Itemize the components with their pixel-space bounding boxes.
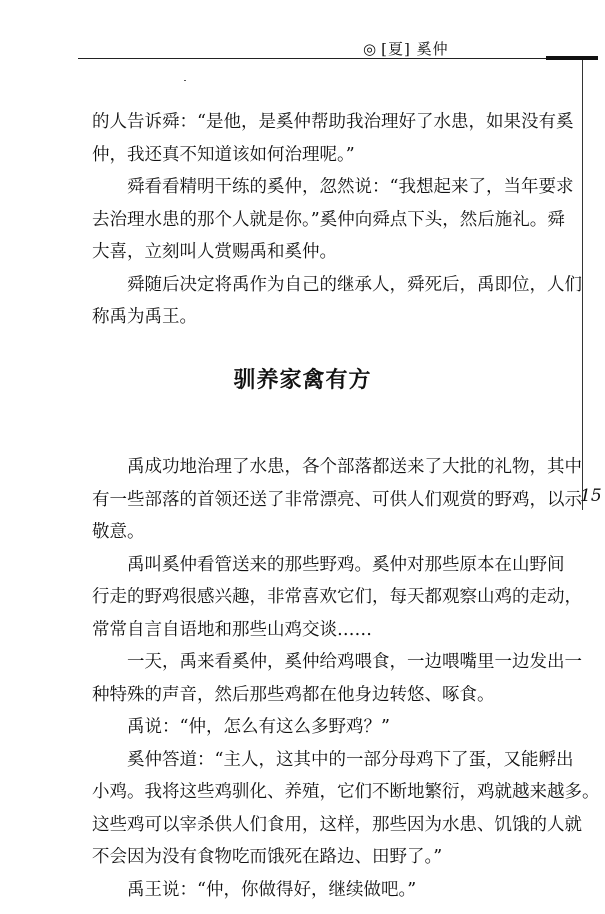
- text-line: 仲，我还真不知道该如何治理呢。”: [92, 144, 355, 165]
- text-line: 禹叫奚仲看管送来的那些野鸡。奚仲对那些原本在山野间: [127, 554, 565, 575]
- circle-icon: ◎: [363, 40, 378, 58]
- text-line: 这些鸡可以宰杀供人们食用，这样，那些因为水患、饥饿的人就: [92, 814, 582, 835]
- text-line: 奚仲答道：“主人，这其中的一部分母鸡下了蛋，又能孵出: [127, 749, 574, 770]
- text-line: 禹成功地治理了水患，各个部落都送来了大批的礼物，其中: [127, 457, 582, 477]
- text-line: 小鸡。我将这些鸡驯化、养殖，它们不断地繁衍，鸡就越来越多。: [92, 782, 600, 802]
- top-text-block: [92, 106, 582, 334]
- text-line: 称禹为禹王。: [92, 307, 197, 327]
- page-number: 15: [580, 486, 602, 506]
- side-rule: [582, 60, 583, 510]
- text-line: 不会因为没有食物吃而饿死在路边、田野了。”: [92, 847, 443, 867]
- text-line: 一天，禹来看奚仲，奚仲给鸡喂食，一边喂嘴里一边发出一: [127, 652, 582, 672]
- text-line: 的人告诉舜：“是他，是奚仲帮助我治理好了水患，如果没有奚: [92, 112, 574, 132]
- text-line: 舜随后决定将禹作为自己的继承人，舜死后，禹即位，人们: [127, 274, 582, 295]
- text-line: 禹王说：“仲，你做得好，继续做吧。”: [127, 879, 417, 900]
- running-header: [363, 38, 449, 59]
- text-line: 种特殊的声音，然后那些鸡都在他身边转悠、啄食。: [92, 684, 495, 705]
- text-line: 去治理水患的那个人就是你。”奚仲向舜点下头，然后施礼。舜: [92, 209, 565, 230]
- text-line: 禹说：“仲，怎么有这么多野鸡？”: [127, 717, 390, 737]
- text-line: 常常自言自语地和那些山鸡交谈……: [92, 619, 372, 640]
- text-line: 舜看看精明干练的奚仲，忽然说：“我想起来了，当年要求: [127, 177, 574, 197]
- running-header-text: [夏] 奚仲: [381, 40, 449, 58]
- speck: [184, 80, 186, 81]
- section-title: 驯养家禽有方: [233, 367, 372, 393]
- header-rule: [78, 58, 546, 59]
- text-line: 有一些部落的首领还送了非常漂亮、可供人们观赏的野鸡，以示: [92, 489, 582, 510]
- text-line: 大喜，立刻叫人赏赐禹和奚仲。: [92, 242, 337, 262]
- text-line: 敬意。: [92, 522, 145, 542]
- header-rule-accent: [546, 56, 598, 60]
- text-line: 行走的野鸡很感兴趣，非常喜欢它们，每天都观察山鸡的走动，: [92, 587, 582, 607]
